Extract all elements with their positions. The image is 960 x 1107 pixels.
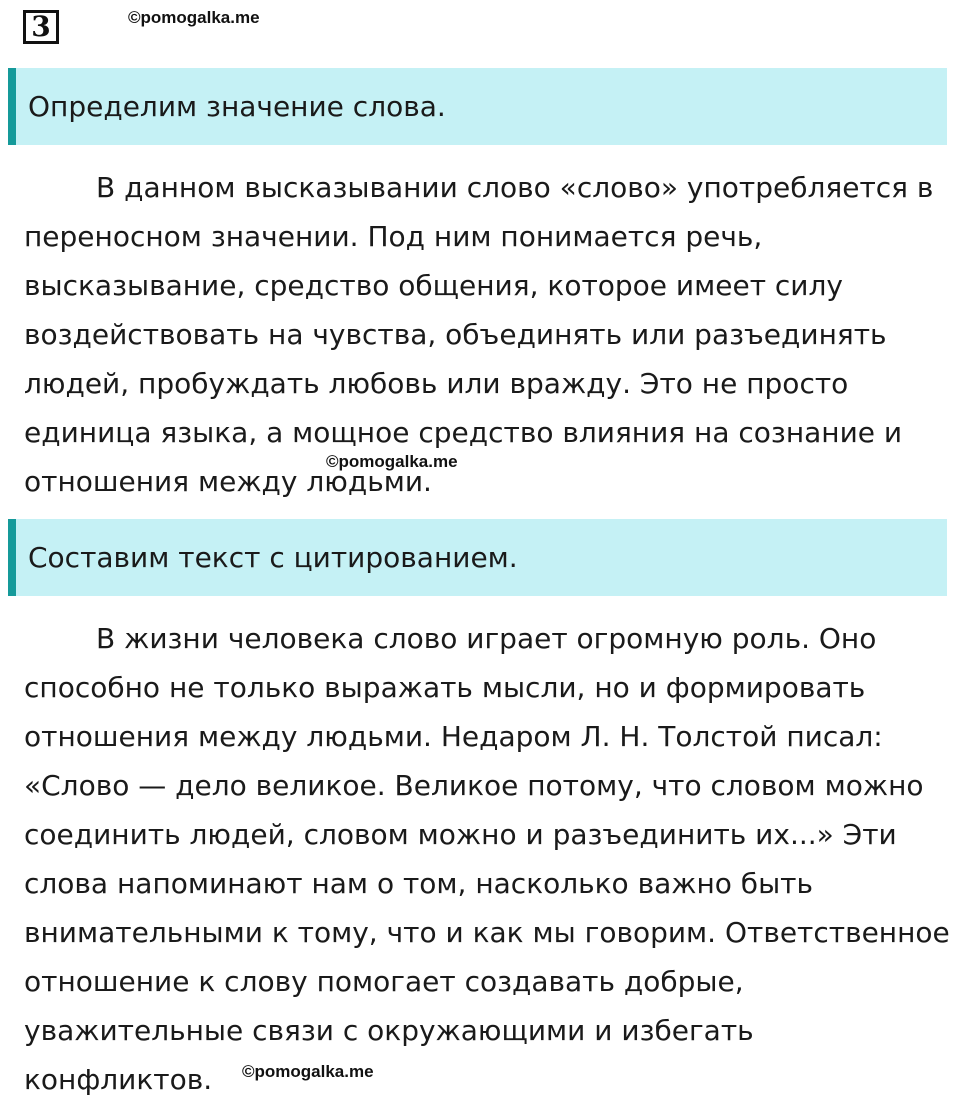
watermark-middle: ©pomogalka.me — [326, 452, 458, 471]
task-number-box: 3 — [23, 10, 59, 44]
section-heading-citation: Составим текст с цитированием. — [8, 519, 947, 596]
section-heading-meaning: Определим значение слова. — [8, 68, 947, 145]
paragraph-meaning: В данном высказывании слово «слово» употребляется в переносном значении. Под ним понимается речь, высказывание, средство общения, которое имеет силу воздействовать на чувства, объединять или разъединять людей, пробуждать любовь или вражду. Это не просто единица языка, а мощное средство влияния на сознание и отношения между людьми. — [24, 171, 934, 498]
paragraph-citation: В жизни человека слово играет огромную роль. Оно способно не только выражать мысли, но и формировать отношения между людьми. Недаром Л. Н. Толстой писал: «Слово — дело великое. Великое потому, что словом можно соединить людей, словом можно и разъединить их...» Эти слова напоминают нам о том, насколько важно быть внимательными к тому, что и как мы говорим. Ответственное отношение к слову помогает создавать добрые, уважительные связи с окружающими и избегать конфликтов. — [24, 622, 950, 1096]
watermark-bottom: ©pomogalka.me — [242, 1062, 374, 1081]
watermark-top: ©pomogalka.me — [128, 8, 260, 27]
